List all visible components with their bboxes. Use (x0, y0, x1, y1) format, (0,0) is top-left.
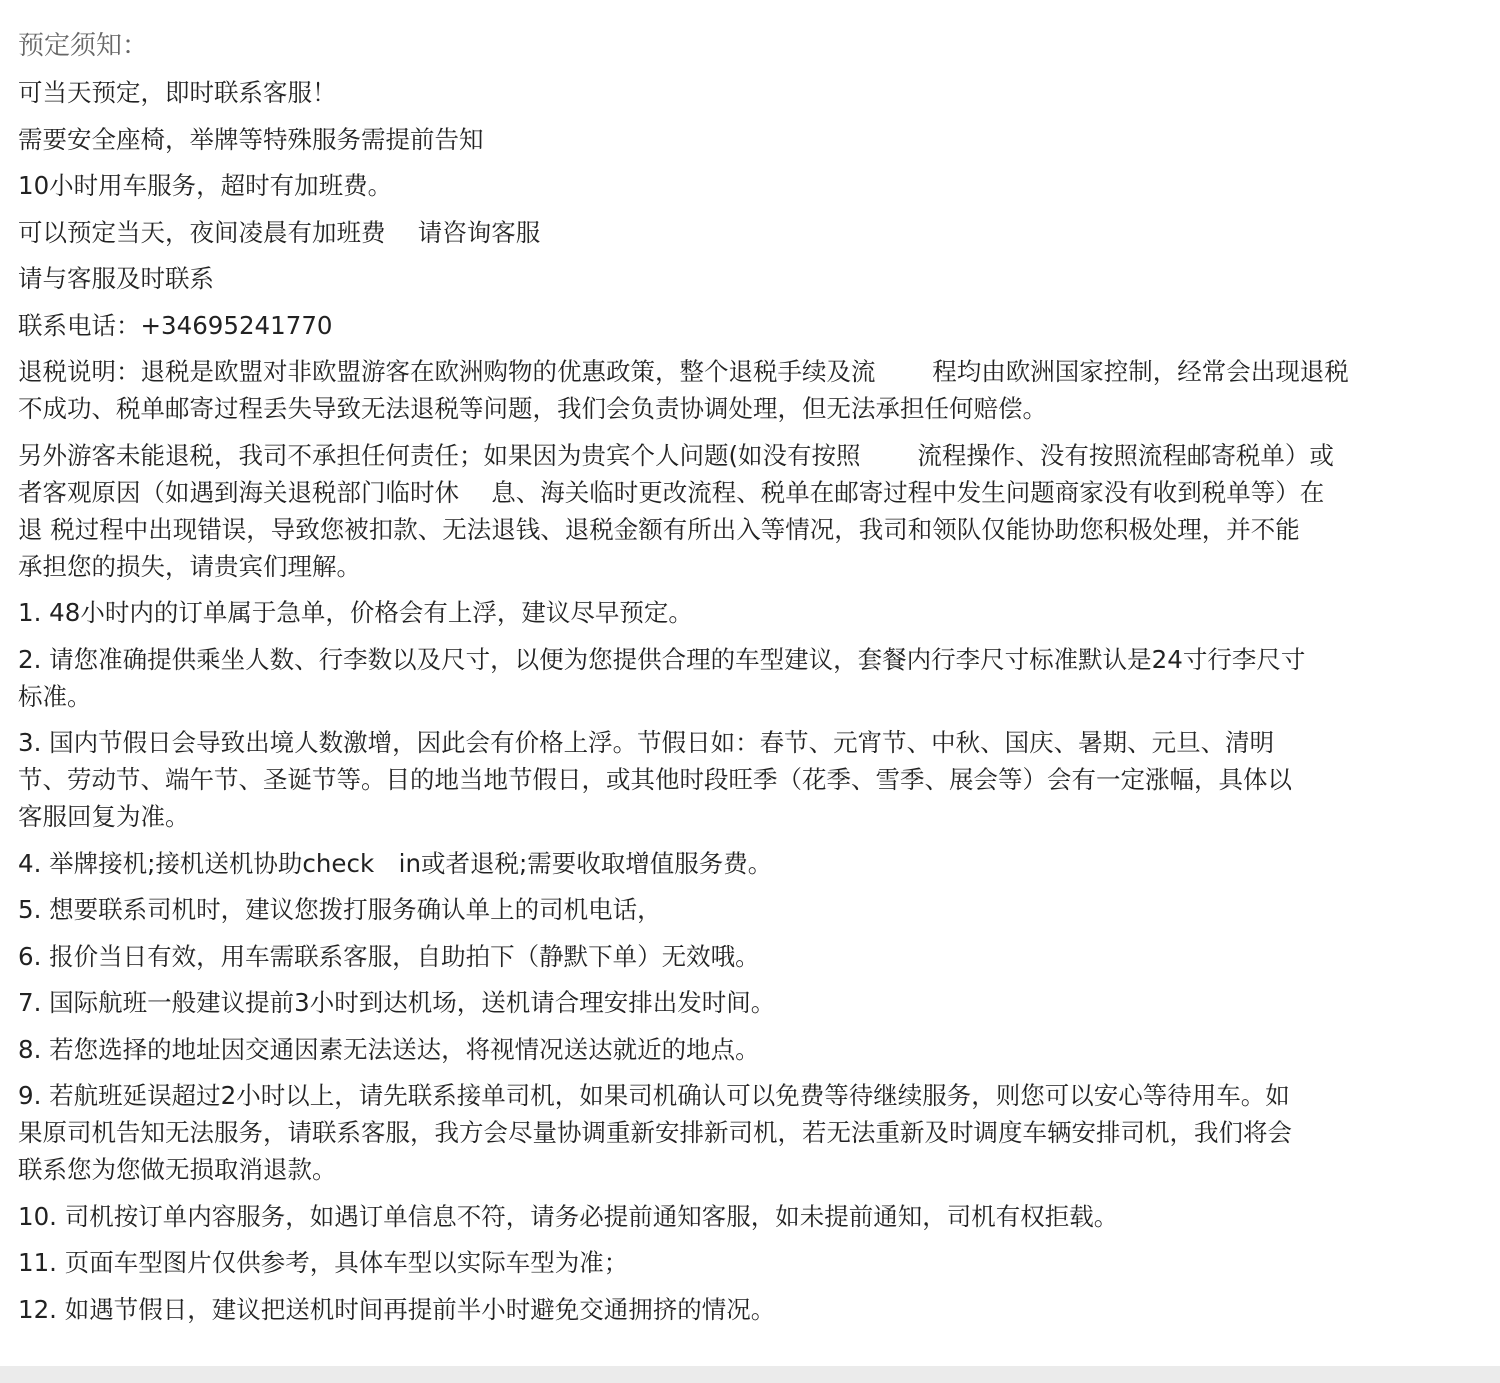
notice-paragraph (18, 353, 1482, 427)
notice-paragraph (18, 594, 1482, 631)
notice-line: 8. 若您选择的地址因交通因素无法送达，将视情况送达就近的地点。 (18, 1034, 760, 1064)
notice-line: 6. 报价当日有效，用车需联系客服，自助拍下（静默下单）无效哦。 (18, 941, 760, 971)
notice-paragraph (18, 1198, 1482, 1235)
notice-line: 另外游客未能退税，我司不承担任何责任；如果因为贵宾个人问题(如没有按照 流程操作、没有按照流程邮寄税单）或 (18, 440, 1334, 470)
notice-paragraph (18, 307, 1482, 344)
notice-line: 退税说明：退税是欧盟对非欧盟游客在欧洲购物的优惠政策，整个退税手续及流 程均由欧洲国家控制，经常会出现退税 (18, 357, 1349, 386)
notice-line: 11. 页面车型图片仅供参考，具体车型以实际车型为准； (18, 1248, 629, 1277)
notice-paragraph (18, 641, 1482, 715)
notice-paragraph (18, 1244, 1482, 1281)
notice-body (18, 74, 1482, 1328)
notice-line: 请与客服及时联系 (18, 264, 214, 293)
notice-line: 者客观原因（如遇到海关退税部门临时休 息、海关临时更改流程、税单在邮寄过程中发生问题商家没有收到税单等）在 (18, 477, 1325, 507)
notice-line: 果原司机告知无法服务，请联系客服，我方会尽量协调重新安排新司机，若无法重新及时调度车辆安排司机，我们将会 (18, 1118, 1292, 1147)
notice-line: 3. 国内节假日会导致出境人数激增，因此会有价格上浮。节假日如：春节、元宵节、中秋、国庆、暑期、元旦、清明 (18, 728, 1275, 757)
notice-line: 5. 想要联系司机时，建议您拨打服务确认单上的司机电话， (18, 895, 662, 924)
notice-title: 预定须知： (18, 31, 149, 61)
notice-line: 客服回复为准。 (18, 802, 190, 831)
notice-paragraph (18, 167, 1482, 204)
notice-paragraph (18, 1291, 1482, 1328)
notice-line: 不成功、税单邮寄过程丢失导致无法退税等问题，我们会负责协调处理，但无法承担任何赔偿。 (18, 394, 1047, 423)
notice-line: 1. 48小时内的订单属于急单，价格会有上浮，建议尽早预定。 (18, 598, 693, 627)
notice-paragraph (18, 121, 1482, 158)
notice-line: 10小时用车服务，超时有加班费。 (18, 171, 393, 200)
notice-paragraph (18, 260, 1482, 297)
notice-paragraph (18, 984, 1482, 1021)
notice-paragraph (18, 724, 1482, 835)
notice-paragraph (18, 74, 1482, 111)
bottom-divider-strip (0, 1366, 1500, 1383)
notice-line: 2. 请您准确提供乘坐人数、行李数以及尺寸，以便为您提供合理的车型建议，套餐内行李尺寸标准默认是24寸行李尺寸 (18, 644, 1306, 674)
notice-line: 12. 如遇节假日，建议把送机时间再提前半小时避免交通拥挤的情况。 (18, 1294, 776, 1324)
notice-paragraph (18, 891, 1482, 928)
notice-line: 4. 举牌接机;接机送机协助check in或者退税;需要收取增值服务费。 (18, 848, 773, 878)
notice-paragraph (18, 845, 1482, 882)
notice-line: 10. 司机按订单内容服务，如遇订单信息不符，请务必提前通知客服，如未提前通知，司机有权拒载。 (18, 1201, 1119, 1231)
notice-paragraph (18, 938, 1482, 975)
notice-paragraph (18, 437, 1482, 585)
notice-line: 退 税过程中出现错误，导致您被扣款、无法退钱、退税金额有所出入等情况，我司和领队仅能协助您积极处理，并不能 (18, 514, 1300, 544)
notice-line: 需要安全座椅，举牌等特殊服务需提前告知 (18, 124, 484, 154)
notice-line: 9. 若航班延误超过2小时以上，请先联系接单司机，如果司机确认可以免费等待继续服务，则您可以安心等待用车。如 (18, 1081, 1290, 1110)
notice-paragraph (18, 1077, 1482, 1188)
notice-line: 7. 国际航班一般建议提前3小时到达机场，送机请合理安排出发时间。 (18, 988, 776, 1017)
notice-line: 联系您为您做无损取消退款。 (18, 1155, 337, 1184)
notice-line: 联系电话：+34695241770 (18, 310, 333, 340)
notice-line: 标准。 (18, 681, 92, 711)
notice-line: 节、劳动节、端午节、圣诞节等。目的地当地节假日，或其他时段旺季（花季、雪季、展会等）会有一定涨幅，具体以 (18, 765, 1292, 794)
notice-paragraph (18, 1031, 1482, 1068)
notice-line: 可当天预定，即时联系客服！ (18, 78, 337, 107)
notice-line: 承担您的损失，请贵宾们理解。 (18, 551, 361, 581)
notice-line: 可以预定当天，夜间凌晨有加班费 请咨询客服 (18, 217, 541, 247)
notice-paragraph (18, 214, 1482, 251)
